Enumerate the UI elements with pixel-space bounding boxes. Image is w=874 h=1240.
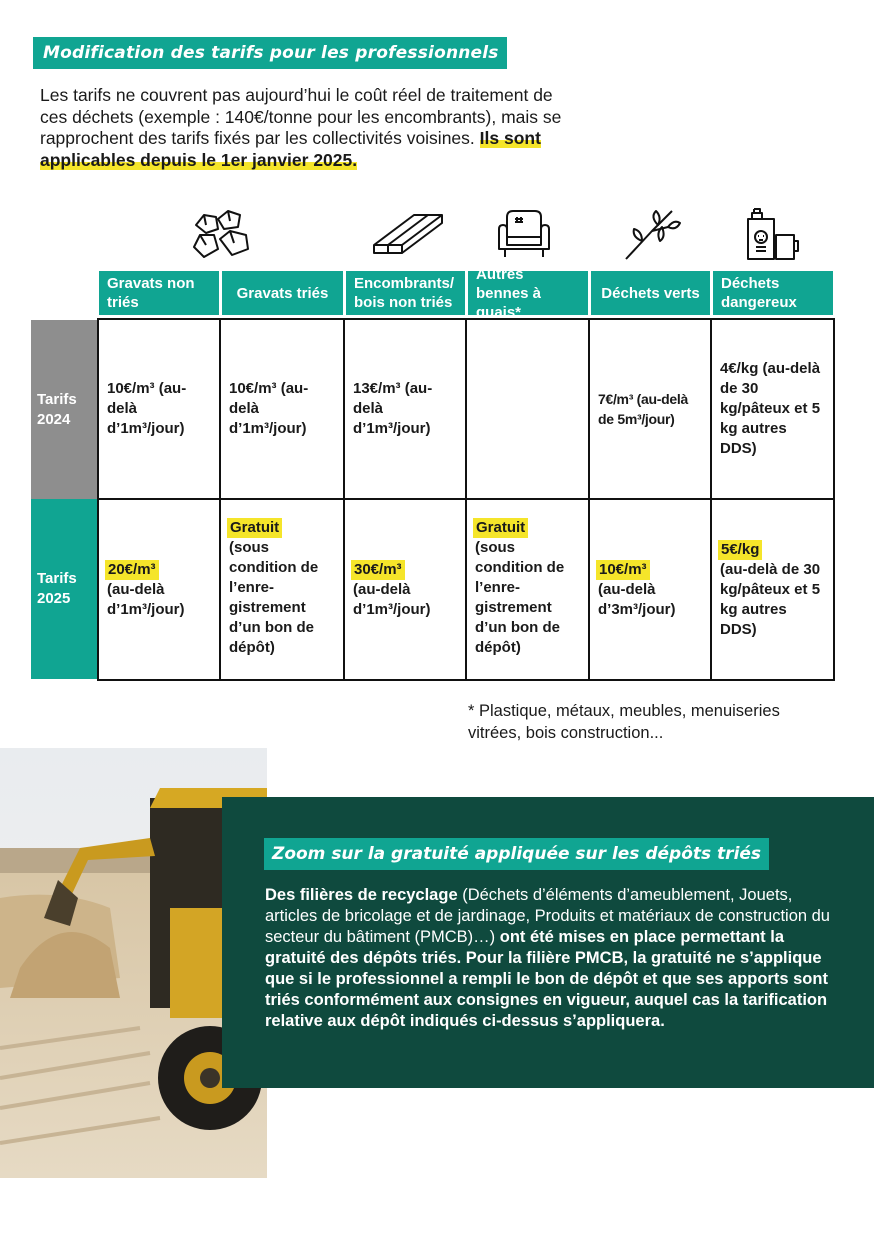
cell-text: (sous condition de l’enre-gistrement d’un bon de dépôt) bbox=[229, 539, 319, 656]
row-label-2025: Tarifs 2025 bbox=[31, 499, 97, 679]
rubble-icon bbox=[190, 205, 252, 263]
cell-text: 10€/m³ (au-delà d’1m³/jour) bbox=[107, 380, 187, 437]
table-cell bbox=[221, 320, 343, 498]
price-highlight: 5€/kg bbox=[718, 540, 762, 560]
price-highlight: 30€/m³ bbox=[351, 560, 405, 580]
price-highlight: Gratuit bbox=[473, 518, 528, 538]
table-cell bbox=[345, 500, 465, 679]
cell-text: (au-delà d’1m³/jour) bbox=[107, 580, 185, 618]
column-header: Déchets verts bbox=[591, 271, 710, 315]
hazardous-canister-icon bbox=[740, 205, 802, 263]
zoom-body-bold: ont été mises en place permettant la gratuité des dépôts triés. Pour la filière PMCB, la gratuité ne s’applique que si le professionnel a rempli le bon de dépôt et que ses apports sont triés conformément aux consignes en vigueur, auquel cas la tarification relative aux dépôt indiqués ci-dessus s’appliquera. bbox=[265, 928, 828, 1030]
armchair-icon bbox=[493, 205, 555, 263]
zoom-lead-regular: (Déchets d’éléments d’ameublement, Jouets, articles de bricolage et de jardinage, Produits et matériaux de construction du secteur du bâtiment (PMCB)…) bbox=[265, 886, 830, 946]
cell-text: (au-delà de 30 kg/pâteux et 5 kg autres DDS) bbox=[720, 560, 821, 638]
table-cell bbox=[221, 500, 343, 679]
intro-highlight: Ils sont applicables depuis le 1er janvier 2025. bbox=[40, 128, 541, 170]
table-cell bbox=[590, 320, 710, 498]
column-header: Autres bennes à quais* bbox=[468, 271, 588, 315]
branch-leaves-icon bbox=[622, 205, 684, 263]
zoom-lead-bold: Des filières de recyclage bbox=[265, 886, 458, 904]
cell-text: 7€/m³ (au-delà de 5m³/jour) bbox=[598, 391, 688, 427]
planks-icon bbox=[372, 205, 446, 263]
cell-text: (au-delà d’1m³/jour) bbox=[353, 580, 431, 618]
intro-paragraph bbox=[40, 85, 580, 171]
intro-text: Les tarifs ne couvrent pas aujourd’hui le coût réel de traitement de ces déchets (exemple : 140€/tonne pour les encombrants), mais se rapprochent des tarifs fixés par les collectivités voisines. bbox=[40, 85, 562, 148]
row-label-2024: Tarifs 2024 bbox=[31, 320, 97, 499]
column-header: Encombrants/ bois non triés bbox=[346, 271, 465, 315]
table-cell bbox=[99, 500, 219, 679]
zoom-body bbox=[265, 885, 845, 1032]
cell-text: (au-delà d’3m³/jour) bbox=[598, 580, 676, 618]
table-cell bbox=[590, 500, 710, 679]
price-highlight: 10€/m³ bbox=[596, 560, 650, 580]
table-cell bbox=[345, 320, 465, 498]
footnote: * Plastique, métaux, meubles, menuiseries vitrées, bois construction... bbox=[468, 702, 780, 742]
section-title: Modification des tarifs pour les professionnels bbox=[33, 37, 507, 69]
table-cell bbox=[712, 500, 833, 679]
column-header: Déchets dangereux bbox=[713, 271, 833, 315]
table-cell bbox=[712, 320, 833, 498]
table-cell bbox=[467, 500, 588, 679]
table-cell bbox=[467, 320, 588, 498]
cell-text: 13€/m³ (au-delà d’1m³/jour) bbox=[353, 380, 433, 437]
cell-text: 4€/kg (au-delà de 30 kg/pâteux et 5 kg autres DDS) bbox=[720, 360, 821, 457]
table-cell bbox=[99, 320, 219, 498]
column-header: Gravats non triés bbox=[99, 271, 219, 315]
zoom-title: Zoom sur la gratuité appliquée sur les dépôts triés bbox=[264, 838, 769, 870]
price-highlight: 20€/m³ bbox=[105, 560, 159, 580]
column-header: Gravats triés bbox=[222, 271, 343, 315]
price-highlight: Gratuit bbox=[227, 518, 282, 538]
cell-text: 10€/m³ (au-delà d’1m³/jour) bbox=[229, 380, 309, 437]
cell-text: (sous condition de l’enre-gistrement d’un bon de dépôt) bbox=[475, 539, 565, 656]
